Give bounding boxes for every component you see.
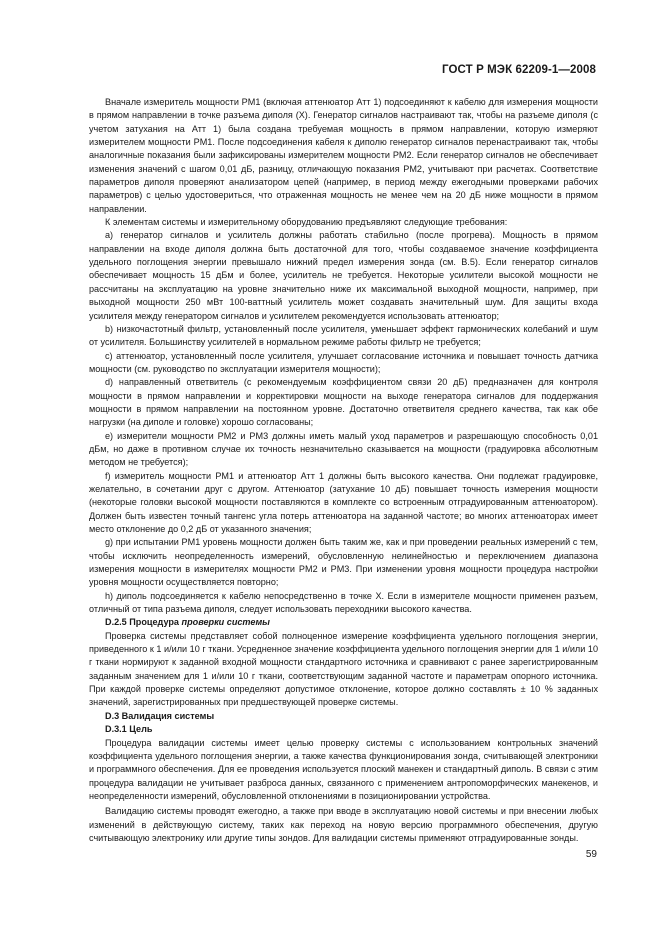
paragraph: Вначале измеритель мощности PM1 (включая аттенюатор Атт 1) подсоединяют к кабелю для измерения мощности в прямом направлении в точке разъема диполя (X). Генератор сигналов настраивают так, чтобы на разъеме диполя (с учетом затухания на Атт 1) была создана требуемая мощность в прямом направлении, которую измеряют измерителем мощности PM1. После подсоединения кабеля к диполю генератор сигналов перенастраивают так, чтобы аналогичные показания были зафиксированы измерителем мощности PM2. Если генератор сигналов не обеспечивает изменения значений с шагом 0,01 дБ, разницу, отличающую показания PM2, учитывают при расчетах. Соответствие параметров диполя проверяют анализатором цепей (например, в период между ежегодными проверками рабочих параметров) с целью удостовериться, что отраженная мощность не менее чем на 20 дБ ниже мощности в прямом направлении. (89, 97, 598, 214)
page-number: 59 (585, 849, 597, 860)
paragraph: g) при испытании PM1 уровень мощности должен быть таким же, как и при проведении реальных измерений с тем, чтобы исключить неопределенность измерений, обусловленную нелинейностью и переключением диапазона измерения мощности в измерителях мощности PM2 и PM3. При изменении уровня мощности процедура настройки уровня мощности осуществляется повторно; (89, 537, 598, 588)
document-header: ГОСТ Р МЭК 62209-1—2008 (442, 64, 596, 76)
document-body (89, 96, 598, 845)
paragraph: Валидацию системы проводят ежегодно, а также при вводе в эксплуатацию новой системы и при внесении любых изменений в действующую систему, таких как переход на новую версию программного обеспечения, другую считывающую электронику или другие типы зондов. Для валидации системы применяют отградуированные зонды. (89, 806, 598, 843)
paragraph: h) диполь подсоединяется к кабелю непосредственно в точке X. Если в измерителе мощности применен разъем, отличный от типа разъема диполя, следует использовать переходники высокого качества. (89, 590, 598, 615)
paragraph: a) генератор сигналов и усилитель должны работать стабильно (после прогрева). Мощность в прямом направлении на входе диполя должна быть достаточной для того, чтобы создаваемое значение коэффициента удельного поглощения энергии превышало нижний предел измерения зонда (см. В.5). Если генератор сигналов обеспечивает мощность 15 дБм и более, усилитель не требуется. Некоторые усилители высокой мощности не рассчитаны на эксплуатацию на уровне значительно ниже их максимальной выходной мощности, например, при выходной мощности 250 мВт 100-ваттный усилитель может создавать значительный шум. Для защиты входа усилителя между генератором сигналов и усилителем рекомендуется использовать аттенюатор; (89, 230, 598, 321)
paragraph: c) аттенюатор, установленный после усилителя, улучшает согласование источника и повышает точность датчика мощности (см. руководство по эксплуатации измерителя мощности); (89, 350, 598, 374)
paragraph: e) измерители мощности PM2 и PM3 должны иметь малый уход параметров и разрешающую способность 0,01 дБм, но даже в противном случае их точность незначительно сказывается на мощности (градуировка абсолютным методом не требуется); (89, 430, 598, 468)
paragraph: f) измеритель мощности PM1 и аттенюатор Атт 1 должны быть высокого качества. Они подлежат градуировке, желательно, в сочетании друг с другом. Аттенюатор (затухание 10 дБ) повышает точность измерения мощности (некоторые головки высокой мощности поставляются в комплекте со встроенным отградуированным аттенюатором). Должен быть известен точный тангенс угла потерь аттенюатора на заданной частоте; во многих аттенюаторах имеет место отклонение до 0,2 дБ от указанного значения; (89, 470, 598, 534)
paragraph: b) низкочастотный фильтр, установленный после усилителя, уменьшает эффект гармонических колебаний и шум от усилителя. Большинству усилителей в нормальном режиме работы фильтр не требуется; (89, 323, 598, 348)
heading-italic-text: проверки системы (181, 617, 270, 628)
section-heading (89, 616, 598, 629)
paragraph: d) направленный ответвитель (с рекомендуемым коэффициентом связи 20 дБ) предназначен для контроля мощности в прямом направлении и корректировки мощности на выходе генератора сигналов для поддержания мощности в прямом направлении на постоянном уровне. Достаточно ответвителя среднего качества, так как обе нагрузки (на диполе и головке) хорошо согласованы; (89, 377, 598, 428)
paragraph: Процедура валидации системы имеет целью проверку системы с использованием контрольных значений коэффициента удельного поглощения энергии, а также качества функционирования зонда, считывающей электроники и программного обеспечения. Для ее проведения используется плоский манекен и стандартный диполь. В связи с этим процедура валидации не учитывает разброса данных, связанного с применением антропоморфических манекенов, и неопределенности измерений, обусловленной отклонениями в позиционировании устройства. (89, 737, 598, 801)
paragraph: К элементам системы и измерительному оборудованию предъявляют следующие требования: (105, 217, 508, 228)
paragraph: Проверка системы представляет собой полноценное измерение коэффициента удельного поглощения энергии, приведенного к 1 и/или 10 г ткани. Усредненное значение коэффициента удельного поглощения энергии для 1 и/или 10 г ткани нормируют к заданной входной мощности стандартного источника и сравнивают с ранее зарегистрированным заданным значением для 1 и/или 10 г ткани, соответствующим заданной частоте и параметрам опорного источника. При каждой проверке системы определяют допустимое отклонение, которое должно составлять ± 10 % заданных значений, зарегистрированных при предшествующей проверке системы. (89, 630, 598, 708)
heading-text: D.2.5 Процедура (105, 617, 179, 628)
section-heading: D.3 Валидация системы (105, 710, 215, 721)
section-heading: D.3.1 Цель (105, 724, 153, 735)
